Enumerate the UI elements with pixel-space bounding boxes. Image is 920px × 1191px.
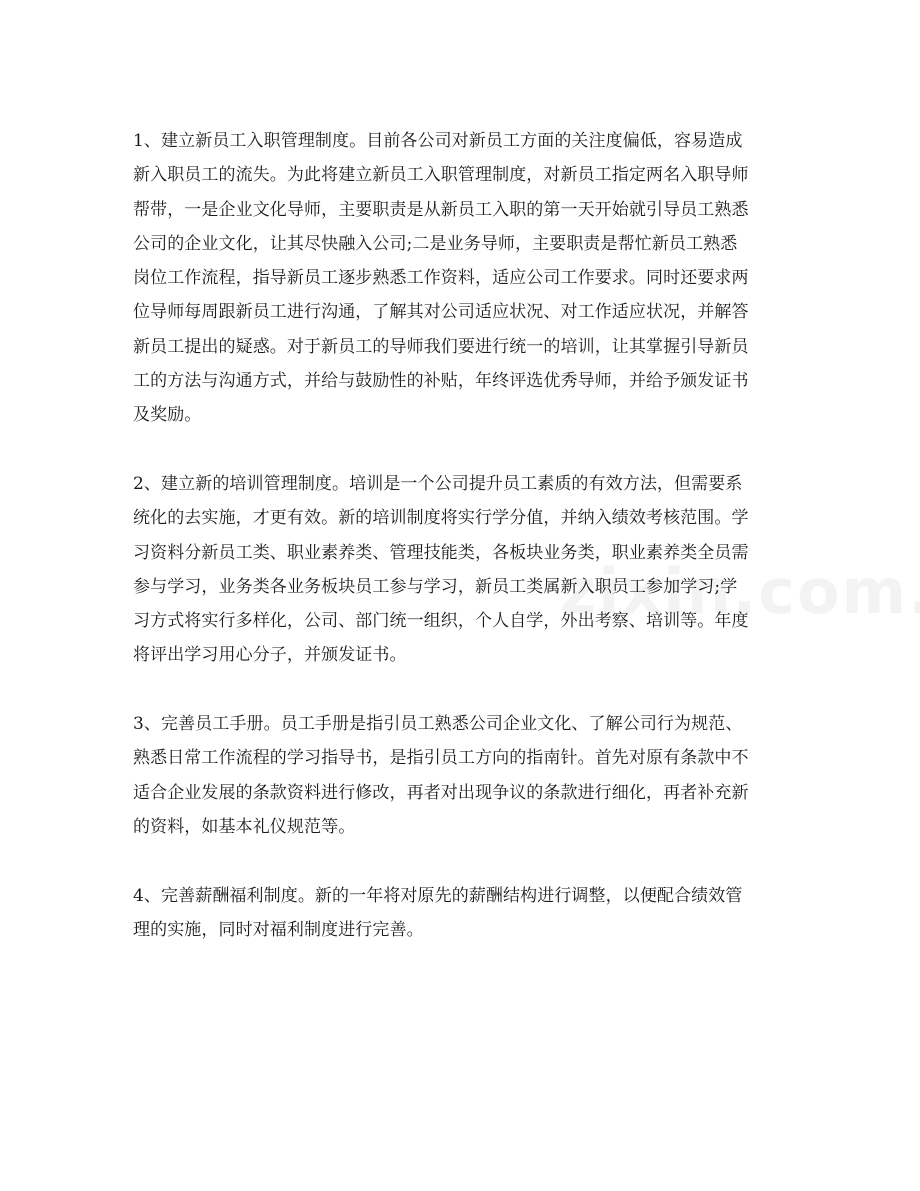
text-line: 工的方法与沟通方式，并给与鼓励性的补贴，年终评选优秀导师，并给予颁发证书	[133, 371, 749, 392]
text-line: 将评出学习用心分子，并颁发证书。	[133, 645, 407, 666]
text-line: 位导师每周跟新员工进行沟通，了解其对公司适应状况、对工作适应状况，并解答	[133, 302, 749, 323]
text-line: 帮带，一是企业文化导师，主要职责是从新员工入职的第一天开始就引导员工熟悉	[133, 199, 749, 220]
text-line: 公司的企业文化，让其尽快融入公司;二是业务导师，主要职责是帮忙新员工熟悉	[133, 233, 738, 254]
text-line: 2、建立新的培训管理制度。培训是一个公司提升员工素质的有效方法，但需要系	[133, 473, 743, 494]
text-line: 熟悉日常工作流程的学习指导书，是指引员工方向的指南针。首先对原有条款中不	[133, 748, 749, 769]
text-line: 习方式将实行多样化，公司、部门统一组织，个人自学，外出考察、培训等。年度	[133, 611, 749, 632]
text-line: 新入职员工的流失。为此将建立新员工入职管理制度，对新员工指定两名入职导师	[133, 165, 749, 186]
document-body	[133, 124, 793, 947]
text-line: 及奖励。	[133, 405, 202, 426]
paragraph-3	[133, 707, 793, 844]
paragraph-4	[133, 879, 793, 948]
text-line: 参与学习，业务类各业务板块员工参与学习，新员工类属新入职员工参加学习;学	[133, 576, 738, 597]
text-line: 习资料分新员工类、职业素养类、管理技能类，各板块业务类，职业素养类全员需	[133, 542, 749, 563]
text-line: 统化的去实施，才更有效。新的培训制度将实行学分值，并纳入绩效考核范围。学	[133, 508, 749, 529]
paragraph-1	[133, 124, 793, 433]
text-line: 的资料，如基本礼仪规范等。	[133, 816, 356, 837]
text-line: 1、建立新员工入职管理制度。目前各公司对新员工方面的关注度偏低，容易造成	[133, 131, 743, 151]
paragraph-2	[133, 467, 793, 673]
paragraph-spacer	[133, 673, 793, 707]
text-line: 新员工提出的疑惑。对于新员工的导师我们要进行统一的培训，让其掌握引导新员	[133, 336, 749, 357]
paragraph-spacer	[133, 433, 793, 467]
text-line: 4、完善薪酬福利制度。新的一年将对原先的薪酬结构进行调整，以便配合绩效管	[133, 885, 743, 906]
paragraph-spacer	[133, 844, 793, 878]
text-line: 岗位工作流程，指导新员工逐步熟悉工作资料，适应公司工作要求。同时还要求两	[133, 268, 749, 289]
text-line: 3、完善员工手册。员工手册是指引员工熟悉公司企业文化、了解公司行为规范、	[133, 714, 743, 735]
text-line: 理的实施，同时对福利制度进行完善。	[133, 919, 424, 940]
text-line: 适合企业发展的条款资料进行修改，再者对出现争议的条款进行细化，再者补充新	[133, 782, 749, 803]
